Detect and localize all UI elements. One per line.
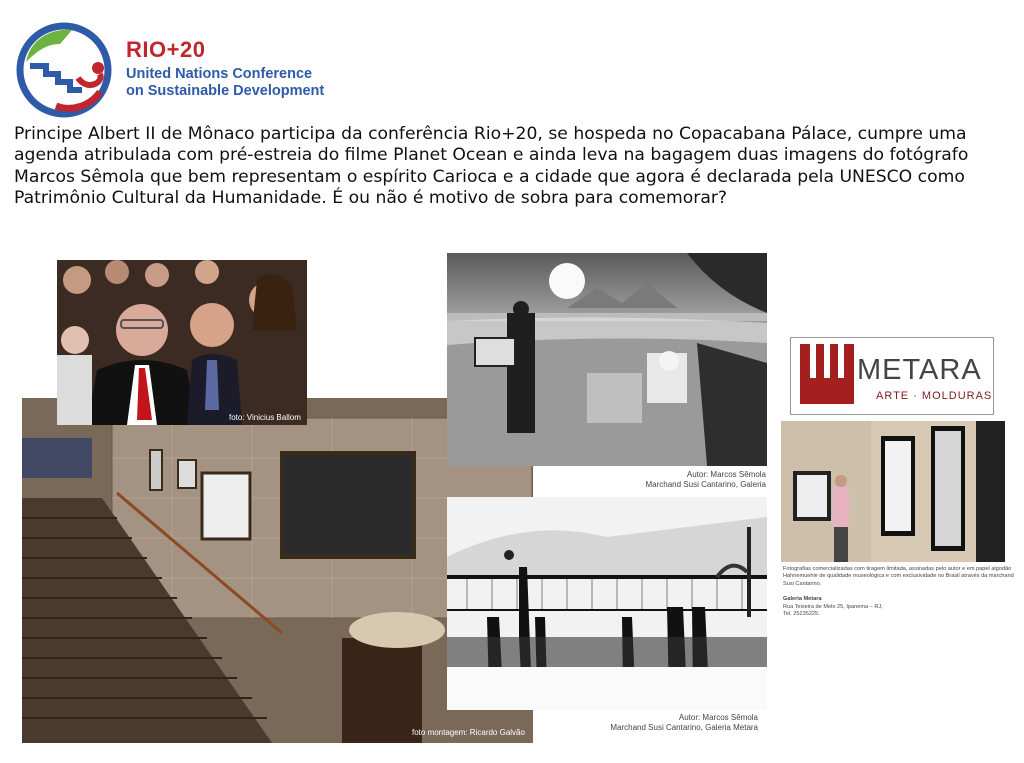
metara-brand-subtitle: ARTE · MOLDURAS	[876, 390, 993, 402]
rio20-emblem-icon	[16, 22, 112, 118]
beach-sunset-illustration	[447, 253, 767, 466]
gallery-interior-illustration	[781, 421, 1005, 562]
staircase-credit: foto montagem: Ricardo Galvão	[412, 728, 525, 737]
gallery-phone: Tel. 25235225.	[783, 611, 820, 618]
crowd-illustration	[57, 260, 307, 425]
prince-photo	[57, 260, 307, 425]
volleyball-illustration	[447, 497, 767, 710]
beach-caption-line1: Autor: Marcos Sêmola	[686, 470, 766, 479]
logo-title: RIO+20	[126, 37, 206, 62]
beach-caption	[620, 470, 766, 490]
metara-brand-icon	[800, 344, 854, 404]
prince-credit: foto: Vinicius Ballom	[229, 413, 301, 422]
logo-subtitle-line2: on Sustainable Development	[126, 83, 325, 99]
volleyball-caption-line2: Marchand Susi Cantarino, Galeria Metara	[610, 723, 758, 732]
beach-sunset-photo	[447, 253, 767, 466]
gallery-name: Galeria Metara	[783, 596, 822, 603]
gallery-address: Rua Teixeira de Melo 25, Ipanema – RJ,	[783, 603, 883, 610]
article-paragraph: Principe Albert II de Mônaco participa da conferência Rio+20, se hospeda no Copacabana Pálace, cumpre uma agenda atribulada com pré-estreia do filme Planet Ocean e ainda leva na bagagem duas imagens do fotógrafo Marcos Sêmola que bem representam o espírito Carioca e a cidade que agora é declarada pela UNESCO como Patrimônio Cultural da Humanidade. É ou não é motivo de sobra para comemorar?	[14, 124, 969, 208]
logo-subtitle-line1: United Nations Conference	[126, 66, 313, 82]
volleyball-caption	[600, 713, 758, 733]
gallery-info	[783, 566, 1015, 618]
volleyball-photo	[447, 497, 767, 710]
metara-brand-name: METARA	[857, 354, 982, 386]
beach-caption-line2: Marchand Susi Cantarino, Galeria	[645, 480, 766, 489]
logo-subtitle	[126, 66, 324, 100]
gallery-photo	[781, 421, 1005, 562]
gallery-description: Fotografias comercializadas com tiragem limitada, assinadas pelo autor e em papel algodão Hahnemuehle de qualidade museológica e com exclusividade no Brasil através da marchand Susi Cantarino.	[783, 566, 1014, 587]
volleyball-caption-line1: Autor: Marcos Sêmola	[678, 713, 758, 722]
